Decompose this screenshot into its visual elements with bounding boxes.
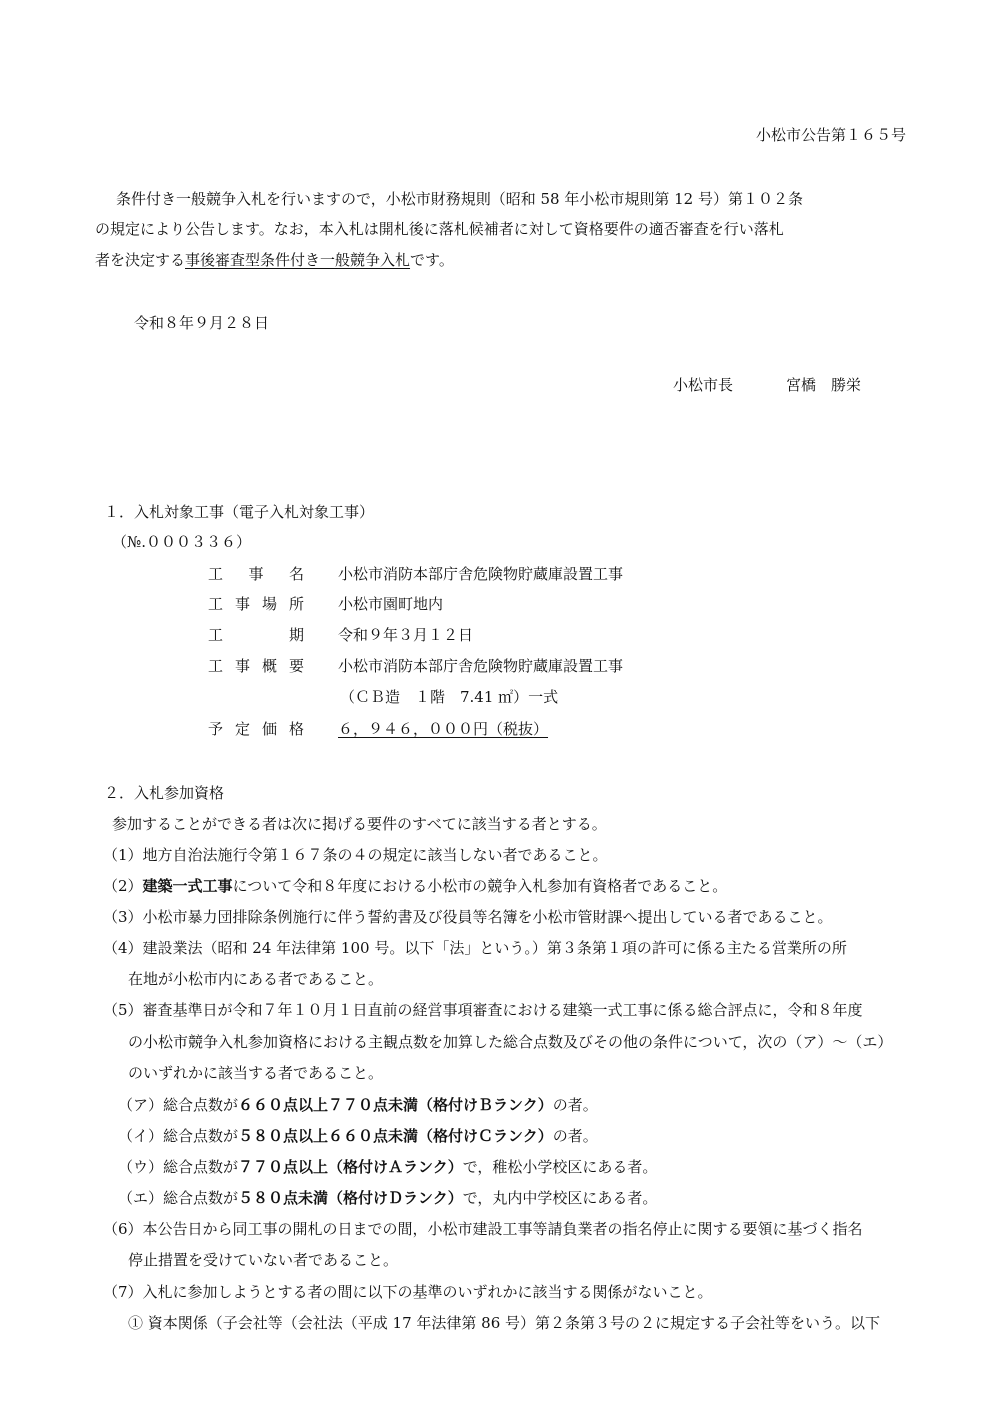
requirement-5-line-2: の小松市競争入札参加資格における主観点数を加算した総合点数及びその他の条件について，次の（ア）～（エ） — [128, 1033, 893, 1051]
requirement-7: （7）入札に参加しようとする者の間に以下の基準のいずれかに該当する関係がないこと。 — [103, 1283, 713, 1301]
signatory-title: 小松市長 — [673, 376, 734, 394]
requirement-4-line-1: （4）建設業法（昭和 24 年法律第 100 号。以下「法」という。）第３条第１項の許可に係る主たる営業所の所 — [103, 939, 847, 957]
requirement-5-line-1: （5）審査基準日が令和７年１０月１日直前の経営事項審査における建築一式工事に係る総合評点に，令和８年度 — [103, 1001, 863, 1019]
notice-number: 小松市公告第１６５号 — [756, 126, 907, 144]
work-number: （№.０００３３６） — [112, 533, 251, 551]
requirement-2: （2）建築一式工事について令和８年度における小松市の競争入札参加有資格者であること。 — [103, 877, 728, 895]
intro-line-1: 条件付き一般競争入札を行いますので，小松市財務規則（昭和 58 年小松市規則第 12 号）第１０２条 — [116, 190, 803, 208]
intro-line-3-post: です。 — [410, 251, 454, 269]
signatory-name: 宮橋 勝栄 — [786, 376, 862, 394]
requirement-7-sub-1: ① 資本関係（子会社等（会社法（平成 17 年法律第 86 号）第２条第３号の２に規定する子会社等をいう。以下 — [128, 1314, 881, 1332]
work-location-value: 小松市園町地内 — [338, 595, 444, 613]
section2-lead: 参加することができる者は次に掲げる要件のすべてに該当する者とする。 — [112, 815, 607, 833]
intro-line-3 — [95, 253, 454, 268]
requirement-3: （3）小松市暴力団排除条例施行に伴う誓約書及び役員等名簿を小松市管財課へ提出している者であること。 — [103, 908, 833, 926]
rank-condition-i: （イ）総合点数が５８０点以上６６０点未満（格付けＣランク）の者。 — [118, 1127, 598, 1145]
work-period-label: 工 期 — [208, 626, 304, 644]
work-period-value: 令和９年３月１２日 — [338, 626, 474, 644]
intro-line-3-pre: 者を決定する — [95, 251, 186, 269]
planned-price-row — [208, 722, 548, 737]
work-summary-label: 工 事 概 要 — [208, 657, 304, 675]
rank-condition-a: （ア）総合点数が６６０点以上７７０点未満（格付けＢランク）の者。 — [118, 1096, 598, 1114]
work-summary-row — [208, 659, 623, 674]
work-period-row — [208, 628, 473, 643]
work-name-label: 工 事 名 — [208, 565, 304, 583]
planned-price-value: ６，９４６，０００円（税抜） — [338, 720, 549, 738]
work-summary-detail: （ＣＢ造 １階 7.41 ㎡）一式 — [340, 688, 559, 706]
work-location-label: 工 事 場 所 — [208, 595, 304, 613]
requirement-6-line-2: 停止措置を受けていない者であること。 — [128, 1251, 399, 1269]
rank-condition-e: （エ）総合点数が５８０点未満（格付けＤランク）で，丸内中学校区にある者。 — [118, 1189, 658, 1207]
requirement-4-line-2: 在地が小松市内にある者であること。 — [128, 970, 384, 988]
work-name-value: 小松市消防本部庁舎危険物貯蔵庫設置工事 — [338, 565, 624, 583]
bid-type-underlined: 事後審査型条件付き一般競争入札 — [185, 251, 411, 269]
requirement-1: （1）地方自治法施行令第１６７条の４の規定に該当しない者であること。 — [103, 846, 608, 864]
section1-heading: １．入札対象工事（電子入札対象工事） — [104, 503, 375, 521]
section2-heading: ２．入札参加資格 — [104, 784, 225, 802]
work-summary-value: 小松市消防本部庁舎危険物貯蔵庫設置工事 — [338, 657, 624, 675]
construction-type-bold: 建築一式工事 — [142, 877, 233, 895]
intro-line-2: の規定により公告します。なお，本入札は開札後に落札候補者に対して資格要件の適否審査を行い落札 — [95, 220, 784, 238]
work-name-row — [208, 567, 623, 582]
requirement-6-line-1: （6）本公告日から同工事の開札の日までの間，小松市建設工事等請負業者の指名停止に関する要領に基づく指名 — [103, 1220, 863, 1238]
notice-date: 令和８年９月２８日 — [134, 314, 270, 332]
planned-price-label: 予 定 価 格 — [208, 720, 304, 738]
rank-condition-u: （ウ）総合点数が７７０点以上（格付けＡランク）で，稚松小学校区にある者。 — [118, 1158, 658, 1176]
work-location-row — [208, 597, 443, 612]
requirement-5-line-3: のいずれかに該当する者であること。 — [128, 1064, 384, 1082]
